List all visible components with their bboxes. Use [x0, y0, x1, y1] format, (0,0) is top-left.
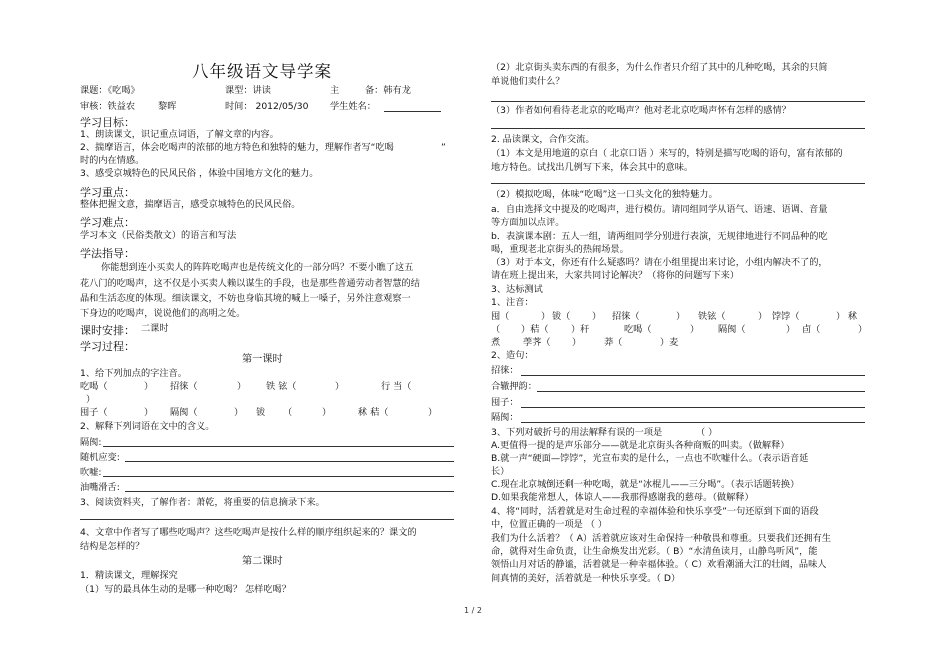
guide-line-4: 下身边的吃喝声，说说他们的高明之处。	[80, 308, 246, 319]
r-t4-line-3: 我们为什么活着？（ A）活着就应该对生命保持一种敬畏和尊重。只要我们还拥有生	[491, 533, 831, 544]
difficulty-heading: 学习难点：	[80, 216, 135, 229]
process-heading: 学习过程：	[80, 340, 135, 353]
r-t3-option-c: C.现在北京城倒还剩一种吃喝，就是“冰棍儿——三分喝”。（表示话题转换）	[491, 479, 800, 490]
hours-text: 二课时	[141, 323, 169, 334]
q1-word-7-open: （	[283, 407, 293, 418]
q3-answer-line[interactable]	[80, 519, 454, 520]
q1-word-5-end: ）	[144, 407, 154, 418]
q1-word-8-end: ）	[428, 407, 438, 418]
r-s2-a1: a．自由选择文中提及的吃喝声，进行模仿。请同组同学从语气、语速、语调、音量	[491, 204, 828, 215]
guide-line-2: 花八门的吃喝声，这不仅是小买卖人赖以谋生的手段，也是那些普通劳动者智慧的结	[80, 278, 420, 289]
hours-heading: 课时安排：	[80, 324, 135, 337]
r-t2-word-3: 囤子：	[491, 397, 519, 408]
header-main: 主	[330, 85, 340, 96]
r-t2-line-2[interactable]	[537, 391, 865, 392]
r-pin2-8: ）	[858, 324, 868, 335]
r-q3-answer-line[interactable]	[491, 128, 865, 129]
r-s2-32: 请在班上提出来，大家共同讨论解决？（将你的问题写下来）	[491, 270, 740, 281]
r-pin2-3: 吃喝（	[624, 324, 652, 335]
guide-line-1: 你能想到连小买卖人的阵阵吃喝声也是传统文化的一部分吗？不要小瞧了这五	[101, 262, 414, 273]
header-reviewer2: 黎晖	[158, 101, 177, 112]
q2-answer-line-3[interactable]	[103, 476, 454, 477]
r-s2-text: 2. 品读课文，合作交流。	[491, 134, 595, 145]
q2-answer-line-4[interactable]	[125, 491, 454, 492]
q1-word-1-end: ）	[144, 381, 154, 392]
r-t2-word-4: 隔阂：	[491, 412, 519, 423]
q3-text: 3、阅读资料夹，了解作者：萧乾，将重要的信息摘录下来。	[80, 497, 325, 508]
r-pin3-4: ）麦	[660, 337, 679, 348]
page-title: 八年级语文导学案	[192, 62, 332, 81]
q1-word-7-end: ）	[322, 407, 332, 418]
objective-2b: 时的内在情感。	[80, 155, 145, 166]
r-t4-line-5: 领悟山月对话的静谧，活着就是一种幸福体验。（ C）欢看潮涌大江的壮阔，品味人	[491, 559, 827, 570]
r-pin1-5: ）	[676, 311, 686, 322]
r-pin1-1: ）	[541, 311, 551, 322]
page-number: 1 / 2	[464, 606, 482, 615]
r-pin2-2: ）秆	[571, 324, 590, 335]
objective-3: 3、感受京城特色的民风民俗 ，体验中国地方文化的魅力。	[80, 168, 319, 179]
r-pin1-10: 秫	[848, 311, 858, 322]
lesson-2-title: 第二课时	[242, 556, 283, 567]
r-t3-option-b2: 长）	[491, 466, 510, 477]
lesson-1-title: 第一课时	[242, 354, 283, 365]
q2-word-2: 随机应变:	[80, 452, 120, 463]
q1-word-7: 钹	[256, 407, 266, 418]
r-pin1-3: ）	[592, 311, 602, 322]
r-pin2-0: （	[491, 324, 501, 335]
q4-text-a: 4、文章中作者写了哪些吃喝声？这些吃喝声是按什么样的顺序组织起来的？课文的	[80, 527, 417, 538]
r-pin1-6: 铁铉（	[698, 311, 726, 322]
r-pin2-6: ）	[786, 324, 796, 335]
r-s2-1a: （1）本文是用地道的京白（ 北京口语 ）来写的，特别是描写吃喝的语句，富有浓郁的	[491, 148, 843, 159]
r-s2-a2: 等方面加以点评。	[491, 217, 565, 228]
r-s2-1b: 地方特色。试找出几例写下来，体会其中的意味。	[491, 162, 694, 173]
r-s2-31: （3）对于本文，你还有什么疑惑吗？请在小组里提出来讨论，小组内解决不了的，	[491, 257, 828, 268]
r-pin3-1: 荸荠（	[523, 337, 551, 348]
header-topic: 课题：《吃喝》	[80, 85, 140, 96]
r-pin1-4: 招徕（	[612, 311, 640, 322]
r-t4-line-1: 4、将“同时，活着就是对生命过程的幸福体验和快乐享受”一句还原到下面的语段	[491, 506, 819, 517]
q1-word-8: 秫 秸（	[358, 407, 389, 418]
guide-heading: 学法指导：	[80, 247, 135, 260]
r-t2-line-3[interactable]	[521, 407, 865, 408]
r-pin1-2: 钹（	[552, 311, 571, 322]
objective-2: 2、揣摩语言，体会吃喝声的浓郁的地方特色和独特的魅力，理解作者写“吃喝	[80, 142, 394, 153]
r-s2-b2: 喝，重现老北京街头的热闹场景。	[491, 244, 629, 255]
r-t1-text: 1、注音：	[491, 297, 534, 308]
r-s2-answer-line[interactable]	[491, 183, 865, 184]
r-pin3-3: 莽（	[604, 337, 623, 348]
guide-line-3: 晶和生活态度的体现。细读课文，不妨也身临其境的喊上一嗓子，另外注意观察一	[80, 293, 411, 304]
r-pin1-9: ）	[836, 311, 846, 322]
key-heading: 学习重点：	[80, 186, 135, 199]
section-1-text: 1．精读课文，理解探究	[80, 570, 178, 581]
r-t3-option-d: D.如果我能常想人，体谅人——我那得感谢我的慈母。（做解释）	[491, 492, 754, 503]
header-type: 课型：讲读	[225, 85, 271, 96]
q1-text: 1、给下列加点的字注音。	[80, 368, 187, 379]
q1-word-2: 招徕（	[170, 381, 198, 392]
r-pin1-0: 囤（	[491, 311, 510, 322]
r-pin2-5: 隔阂（	[718, 324, 746, 335]
header-student: 学生姓名：	[330, 101, 376, 112]
r-t3-option-b1: B.就一声“硬面—饽饽”，光宣布卖的是什么，一点也不吹嘘什么。（表示语音延	[491, 453, 809, 464]
q2-word-3: 吹嘘:	[80, 467, 102, 478]
r-pin3-2: ）	[572, 337, 582, 348]
r-pin2-4: ）	[690, 324, 700, 335]
q1-word-4: 行 当（	[381, 381, 412, 392]
difficulty-text: 学习本文（民俗类散文）的语言和写法	[80, 230, 237, 241]
r-pin2-1: ）秸（	[521, 324, 549, 335]
key-text: 整体把握文意，揣摩语言，感受京城特色的民风民俗。	[80, 199, 301, 210]
r-t3-paren[interactable]: （ ）	[696, 427, 718, 438]
r-q2-line-a: （2）北京街头卖东西的有很多，为什么作者只介绍了其中的几种吃喝，其余的只简	[491, 62, 828, 73]
r-t2-text: 2、造句：	[491, 350, 534, 361]
objective-1: 1、朗读课文，识记重点词语，了解文章的内容。	[80, 129, 279, 140]
r-t3-text: 3、下列对破折号的用法解释有误的一项是	[491, 427, 663, 438]
r-s2-b1: b．表演课本剧：五人一组，请两组同学分别进行表演，无规律地进行不同品种的吃	[491, 231, 828, 242]
r-t2-word-2: 合辙押韵：	[491, 381, 537, 392]
q4-text-b: 结构是怎样的？	[80, 541, 145, 552]
q1-word-2-end: ）	[237, 381, 247, 392]
r-t4-line-4: 命，就得对生命负责，让生命焕发出光彩。（ B）“水清鱼读月，山静鸟听风”，能	[491, 546, 818, 557]
header-prep: 备：韩有龙	[365, 85, 411, 96]
r-pin3-0: 煮	[491, 337, 501, 348]
header-review: 审核：铁益农	[80, 101, 136, 112]
r-q3-text: （3）作者如何看待老北京的吃喝声？他对老北京吃喝声怀有怎样的感情？	[491, 105, 791, 116]
header-date: 时间： 2012/05/30	[225, 101, 309, 112]
r-t2-line-4[interactable]	[521, 422, 865, 423]
q2-text: 2、解释下列词语在文中的含义。	[80, 421, 215, 432]
q1-word-1: 吃喝（	[80, 381, 108, 392]
student-name-line[interactable]	[384, 111, 441, 112]
r-t2-word-1: 招徕：	[491, 365, 519, 376]
r-q2-answer-line[interactable]	[491, 101, 865, 102]
q1-word-5: 囤子（	[80, 407, 108, 418]
r-s3-text: 3、达标测试	[491, 284, 543, 295]
r-q2-line-b: 单说他们卖什么？	[491, 76, 565, 87]
r-pin2-7: 卣（	[802, 324, 821, 335]
q2-word-1: 隔阂:	[80, 437, 102, 448]
q2-answer-line-1[interactable]	[103, 446, 454, 447]
r-t3-option-a: A.更值得一提的是声乐部分——就是北京街头各种商贩的叫卖。（做解释）	[491, 440, 790, 451]
objectives-heading: 学习目标：	[80, 116, 135, 129]
q1-word-6: 隔阂（	[170, 407, 198, 418]
q1-word-3-end: ）	[335, 381, 345, 392]
r-pin1-8: 饽饽（	[772, 311, 800, 322]
section-1-q1: （1）写的最具体生动的是哪一种吃喝？ 怎样吃喝？	[80, 584, 291, 595]
r-t4-line-2: 中，位置正确的一项是 （ ）	[491, 519, 608, 530]
r-t2-line-1[interactable]	[521, 375, 865, 376]
r-t4-line-6: 间真情的美好，活着就是一种快乐享受。（ D）	[491, 573, 681, 584]
q1-word-4-end: ）	[86, 394, 96, 405]
r-s2-2: （2）模拟吃喝，体味“吃喝”这一口头文化的独特魅力。	[491, 189, 718, 200]
q1-word-6-end: ）	[234, 407, 244, 418]
objective-2-quote: ”	[441, 142, 446, 153]
q2-word-4: 油嘴滑舌:	[80, 482, 120, 493]
q2-answer-line-2[interactable]	[125, 461, 454, 462]
q1-word-3: 铁 铉（	[266, 381, 297, 392]
r-pin1-7: ）	[758, 311, 768, 322]
